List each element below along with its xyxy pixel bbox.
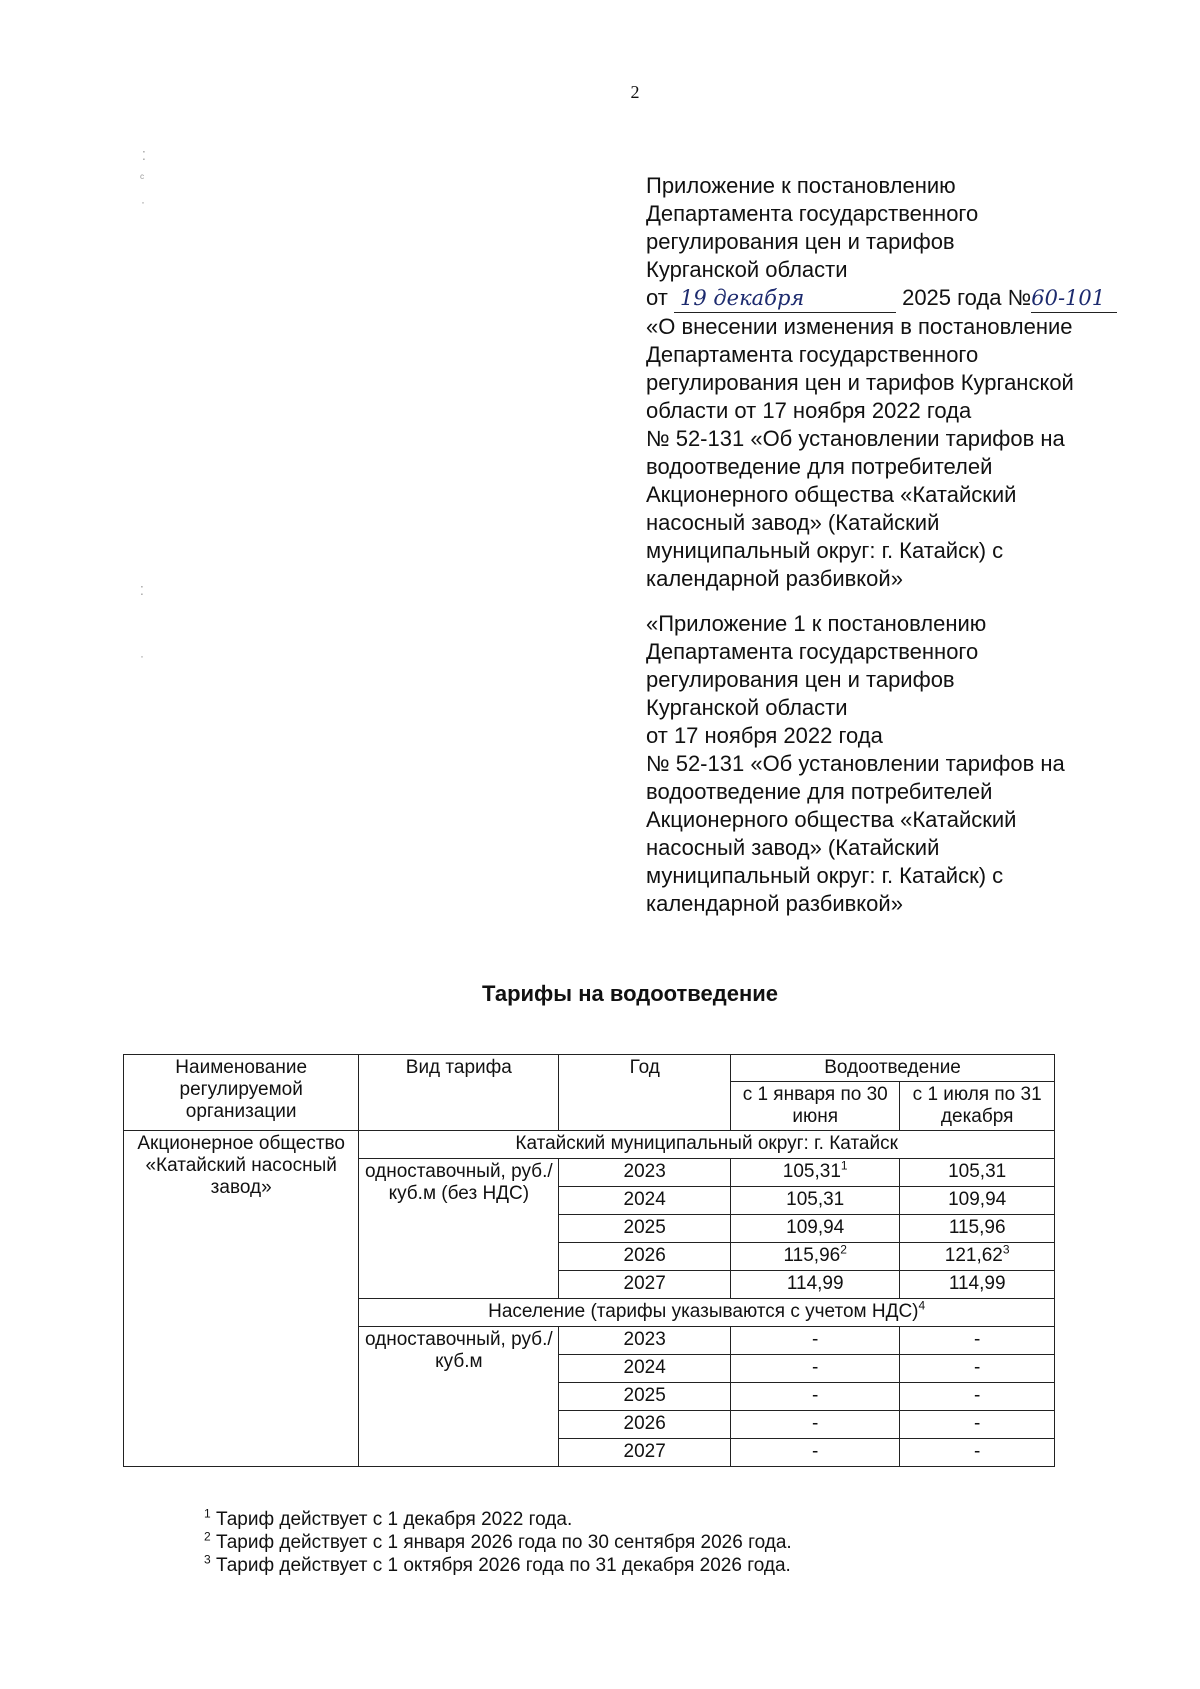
appendix-line: регулирования цен и тарифов bbox=[646, 229, 955, 254]
table-header-row bbox=[124, 1055, 1055, 1082]
handwritten-number: 60-101 bbox=[1031, 284, 1117, 313]
year-cell: 2023 bbox=[559, 1327, 731, 1355]
footnote: $^2$ Тариф действует с 1 января 2026 года по 30 сентября 2026 года. bbox=[204, 1529, 792, 1553]
footnote-ref: 3 bbox=[1002, 1242, 1010, 1257]
tariff-table bbox=[123, 1054, 1055, 1467]
section-title: Катайский муниципальный округ: г. Катайск bbox=[359, 1131, 1055, 1159]
year-cell: 2027 bbox=[559, 1439, 731, 1467]
footnotes bbox=[204, 1508, 792, 1577]
appendix-line: муниципальный округ: г. Катайск) с bbox=[646, 863, 1004, 888]
footnote-ref: 2 bbox=[840, 1242, 847, 1257]
appendix-header bbox=[646, 172, 1126, 593]
scan-artifact: ⁚ bbox=[142, 149, 146, 163]
table-title: Тарифы на водоотведение bbox=[481, 981, 779, 1006]
scan-artifact: ᶜ bbox=[140, 171, 145, 185]
footnote-ref: 4 bbox=[918, 1298, 926, 1313]
page-number: 2 bbox=[630, 82, 640, 102]
header-year: Год bbox=[559, 1055, 731, 1131]
value-cell: - bbox=[731, 1411, 900, 1439]
date-middle: 2025 года № bbox=[902, 285, 1032, 310]
value-cell: 121,62$^3$ bbox=[900, 1243, 1055, 1271]
appendix-title-line: Акционерного общества «Катайский bbox=[646, 482, 1017, 507]
appendix-line: календарной разбивкой» bbox=[646, 891, 903, 916]
value-cell: - bbox=[900, 1411, 1055, 1439]
year-cell: 2026 bbox=[559, 1243, 731, 1271]
footnote: $^3$ Тариф действует с 1 октября 2026 года по 31 декабря 2026 года. bbox=[204, 1552, 791, 1576]
year-cell: 2026 bbox=[559, 1411, 731, 1439]
value-cell: - bbox=[731, 1439, 900, 1467]
value-cell: - bbox=[900, 1355, 1055, 1383]
value-cell: - bbox=[731, 1327, 900, 1355]
handwritten-date: 19 декабря bbox=[674, 284, 896, 313]
date-prefix: от bbox=[646, 285, 668, 310]
appendix-title-line: регулирования цен и тарифов Курганской bbox=[646, 370, 1074, 395]
appendix-line: Департамента государственного bbox=[646, 201, 979, 226]
appendix-title-line: насосный завод» (Катайский bbox=[646, 510, 940, 535]
appendix-line: насосный завод» (Катайский bbox=[646, 835, 940, 860]
appendix-line: регулирования цен и тарифов bbox=[646, 667, 955, 692]
year-cell: 2025 bbox=[559, 1383, 731, 1411]
footnote: $^1$ Тариф действует с 1 декабря 2022 года. bbox=[204, 1506, 573, 1530]
appendix-line: № 52-131 «Об установлении тарифов на bbox=[646, 751, 1065, 776]
header-tariff-kind: Вид тарифа bbox=[359, 1055, 559, 1131]
value-cell: 105,31 bbox=[731, 1187, 900, 1215]
scan-artifact: · bbox=[140, 649, 144, 663]
header-first-half: с 1 января по 30 июня bbox=[731, 1082, 900, 1131]
appendix-line: Приложение к постановлению bbox=[646, 173, 956, 198]
tariff-kind-cell: одноставочный, руб./куб.м bbox=[359, 1327, 559, 1467]
appendix-title-line: № 52-131 «Об установлении тарифов на bbox=[646, 426, 1065, 451]
value-cell: 105,31$^1$ bbox=[731, 1159, 900, 1187]
header-organization: Наименование регулируемой организации bbox=[124, 1055, 359, 1131]
year-cell: 2025 bbox=[559, 1215, 731, 1243]
year-cell: 2024 bbox=[559, 1355, 731, 1383]
appendix-line: «Приложение 1 к постановлению bbox=[646, 611, 987, 636]
value-cell: 109,94 bbox=[900, 1187, 1055, 1215]
value-cell: 114,99 bbox=[731, 1271, 900, 1299]
appendix-title-line: календарной разбивкой» bbox=[646, 566, 903, 591]
appendix-line: Акционерного общества «Катайский bbox=[646, 807, 1017, 832]
appendix-line: Департамента государственного bbox=[646, 639, 979, 664]
appendix-title-line: «О внесении изменения в постановление bbox=[646, 314, 1073, 339]
value-cell: 114,99 bbox=[900, 1271, 1055, 1299]
table-row bbox=[124, 1131, 1055, 1159]
appendix-line: Курганской области bbox=[646, 695, 848, 720]
appendix-title-line: области от 17 ноября 2022 года bbox=[646, 398, 972, 423]
appendix-original-header bbox=[646, 610, 1126, 918]
appendix-line: Курганской области bbox=[646, 257, 848, 282]
value-cell: 115,96$^2$ bbox=[731, 1243, 900, 1271]
scan-artifact: · bbox=[141, 195, 145, 209]
organization-cell: Акционерное общество «Катайский насосный завод» bbox=[124, 1131, 359, 1467]
value-cell: - bbox=[731, 1383, 900, 1411]
appendix-line: водоотведение для потребителей bbox=[646, 779, 993, 804]
section-title: Население (тарифы указываются с учетом НДС)$^4$ bbox=[359, 1299, 1055, 1327]
appendix-title-line: Департамента государственного bbox=[646, 342, 979, 367]
year-cell: 2024 bbox=[559, 1187, 731, 1215]
appendix-title-line: муниципальный округ: г. Катайск) с bbox=[646, 538, 1004, 563]
value-cell: - bbox=[900, 1439, 1055, 1467]
footnote-ref: 1 bbox=[840, 1158, 848, 1173]
year-cell: 2027 bbox=[559, 1271, 731, 1299]
appendix-date-line bbox=[646, 284, 1126, 313]
scan-artifact: ⁚ bbox=[140, 584, 144, 598]
value-cell: 109,94 bbox=[731, 1215, 900, 1243]
value-cell: 115,96 bbox=[900, 1215, 1055, 1243]
appendix-line: от 17 ноября 2022 года bbox=[646, 723, 883, 748]
value-cell: - bbox=[900, 1327, 1055, 1355]
header-second-half: с 1 июля по 31 декабря bbox=[900, 1082, 1055, 1131]
value-cell: 105,31 bbox=[900, 1159, 1055, 1187]
tariff-kind-cell: одноставочный, руб./куб.м (без НДС) bbox=[359, 1159, 559, 1299]
appendix-title-line: водоотведение для потребителей bbox=[646, 454, 993, 479]
value-cell: - bbox=[900, 1383, 1055, 1411]
year-cell: 2023 bbox=[559, 1159, 731, 1187]
header-service: Водоотведение bbox=[731, 1055, 1055, 1082]
value-cell: - bbox=[731, 1355, 900, 1383]
